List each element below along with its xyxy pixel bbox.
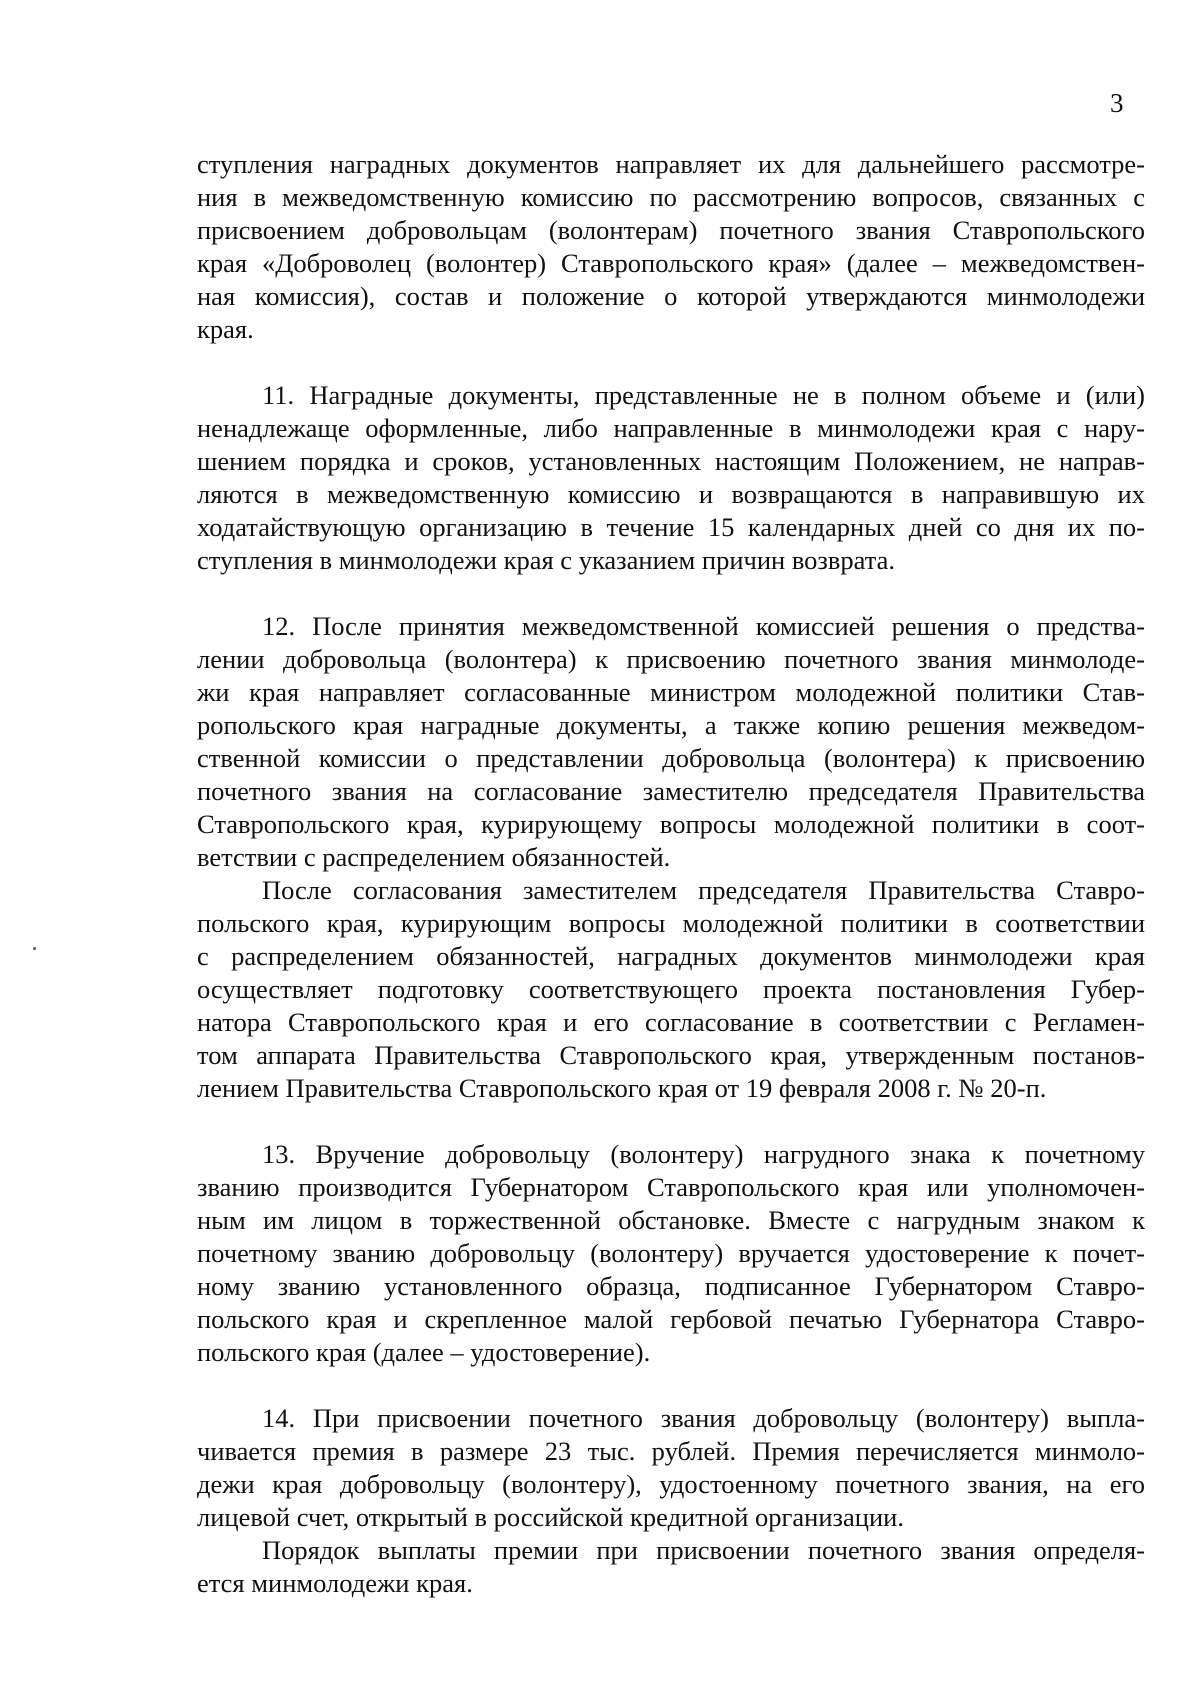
text-line: 11. Наградные документы, представленные не в полном объеме и (или) — [262, 380, 1145, 410]
text-line: том аппарата Правительства Ставропольского края, утвержденным постанов- — [197, 1040, 1145, 1070]
text-line: лением Правительства Ставропольского края от 19 февраля 2008 г. № 20-п. — [197, 1073, 1047, 1103]
text-line: ния в межведомственную комиссию по рассмотрению вопросов, связанных с — [197, 182, 1145, 212]
page-number: 3 — [1110, 88, 1124, 118]
text-line: натора Ставропольского края и его согласование в соответствии с Регламен- — [197, 1007, 1145, 1037]
text-line: ступления в минмолодежи края с указанием причин возврата. — [197, 545, 896, 575]
text-line: Ставропольского края, курирующему вопросы молодежной политики в соот- — [197, 809, 1145, 839]
text-line: После согласования заместителем председателя Правительства Ставро- — [262, 875, 1145, 905]
text-line: польского края, курирующим вопросы молодежной политики в соответствии — [197, 908, 1145, 938]
paragraph-14 — [197, 1402, 1145, 1534]
text-line: осуществляет подготовку соответствующего проекта постановления Губер- — [197, 974, 1145, 1004]
text-line: чивается премия в размере 23 тыс. рублей. Премия перечисляется минмоло- — [197, 1436, 1145, 1466]
text-line: присвоением добровольцам (волонтерам) почетного звания Ставропольского — [197, 215, 1145, 245]
paragraph-14-continued — [197, 1534, 1145, 1600]
text-line: ному званию установленного образца, подписанное Губернатором Ставро- — [197, 1271, 1145, 1301]
paragraph-12 — [197, 610, 1145, 874]
text-line: польского края и скрепленное малой гербовой печатью Губернатора Ставро- — [197, 1304, 1145, 1334]
text-line: ляются в межведомственную комиссию и возвращаются в направившую их — [197, 479, 1145, 509]
text-line: Порядок выплаты премии при присвоении почетного звания определя- — [262, 1535, 1145, 1565]
text-line: почетного звания на согласование заместителю председателя Правительства — [197, 776, 1145, 806]
text-line: ется минмолодежи края. — [197, 1568, 473, 1598]
scan-speck — [33, 947, 36, 950]
document-body — [197, 148, 1145, 1600]
text-line: 12. После принятия межведомственной комиссией решения о предства- — [262, 611, 1145, 641]
text-line: ным им лицом в торжественной обстановке. Вместе с нагрудным знаком к — [197, 1205, 1145, 1235]
text-line: ветствии с распределением обязанностей. — [197, 842, 671, 872]
text-line: с распределением обязанностей, наградных документов минмолодежи края — [197, 941, 1145, 971]
text-line: жи края направляет согласованные министром молодежной политики Став- — [197, 677, 1145, 707]
text-line: ходатайствующую организацию в течение 15 календарных дней со дня их по- — [197, 512, 1145, 542]
text-line: польского края (далее – удостоверение). — [197, 1337, 651, 1367]
text-line: шением порядка и сроков, установленных настоящим Положением, не направ- — [197, 446, 1145, 476]
text-line: края «Доброволец (волонтер) Ставропольского края» (далее – межведомствен- — [197, 248, 1145, 278]
text-line: края. — [197, 314, 254, 344]
text-line: ступления наградных документов направляет их для дальнейшего рассмотре- — [197, 149, 1145, 179]
text-line: ненадлежаще оформленные, либо направленные в минмолодежи края с нару- — [197, 413, 1145, 443]
text-line: 13. Вручение добровольцу (волонтеру) нагрудного знака к почетному — [262, 1139, 1145, 1169]
text-line: 14. При присвоении почетного звания добровольцу (волонтеру) выпла- — [262, 1403, 1145, 1433]
paragraph-13 — [197, 1138, 1145, 1369]
text-line: званию производится Губернатором Ставропольского края или уполномочен- — [197, 1172, 1145, 1202]
text-line: лицевой счет, открытый в российской кредитной организации. — [197, 1502, 904, 1532]
text-line: почетному званию добровольцу (волонтеру) вручается удостоверение к почет- — [197, 1238, 1145, 1268]
text-line: ственной комиссии о представлении добровольца (волонтера) к присвоению — [197, 743, 1145, 773]
paragraph-11 — [197, 379, 1145, 577]
text-line: лении добровольца (волонтера) к присвоению почетного звания минмолоде- — [197, 644, 1145, 674]
text-line: ропольского края наградные документы, а также копию решения межведом- — [197, 710, 1145, 740]
text-line: ная комиссия), состав и положение о которой утверждаются минмолодежи — [197, 281, 1145, 311]
text-line: дежи края добровольцу (волонтеру), удостоенному почетного звания, на его — [197, 1469, 1145, 1499]
paragraph-12-continued — [197, 874, 1145, 1105]
paragraph-10-continued — [197, 148, 1145, 346]
